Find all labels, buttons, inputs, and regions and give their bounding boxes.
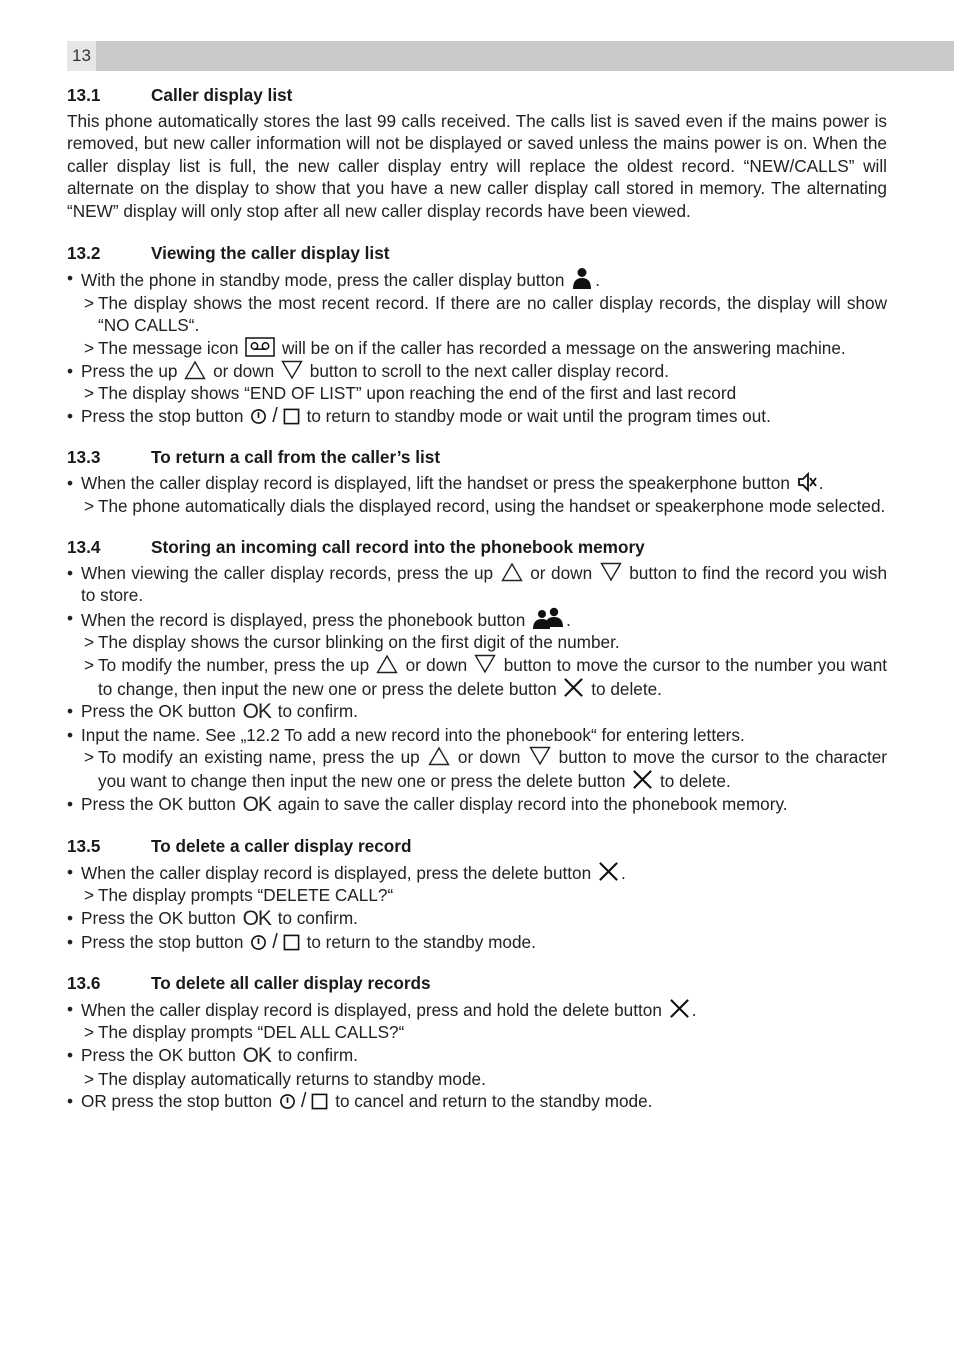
text: to confirm. — [277, 908, 358, 928]
section-number: 13.4 — [67, 537, 101, 558]
down-triangle-icon — [281, 360, 303, 380]
text: to return to standby mode or wait until the program times out. — [306, 405, 771, 426]
section-caller-display-list — [67, 84, 887, 223]
section-title: To delete a caller display record — [151, 836, 412, 857]
text: or down — [530, 562, 593, 583]
up-triangle-icon — [184, 360, 206, 380]
text: When the caller display record is displayed, press the delete button — [81, 862, 592, 883]
result-item: > The phone automatically dials the displayed record, using the handset or speakerphone mode selected. — [67, 495, 887, 518]
text: to return to the standby mode. — [306, 931, 536, 952]
result-item — [67, 654, 887, 700]
section-viewing-caller-display-list — [67, 242, 887, 428]
result-item — [67, 337, 887, 360]
text: or down — [405, 655, 468, 676]
result-item: > The display prompts “DEL ALL CALLS?“ — [67, 1021, 887, 1044]
text: button to scroll to the next caller display record. — [309, 360, 669, 381]
text: . — [595, 270, 601, 291]
voicemail-message-icon — [245, 337, 275, 357]
section-heading — [67, 972, 887, 995]
text: Press the stop button — [81, 405, 244, 426]
bullet-item — [67, 931, 887, 954]
text: Press the up — [81, 360, 178, 381]
result-item: > The display shows the most recent record. If there are no caller display records, the display will show “NO CALLS“. — [67, 292, 887, 337]
text: OR press the stop button — [81, 1091, 273, 1112]
text: When the record is displayed, press the phonebook button — [81, 609, 526, 630]
result-item: > The display prompts “DELETE CALL?“ — [67, 884, 887, 907]
bullet-item — [67, 1044, 887, 1068]
bullet-item — [67, 700, 887, 724]
section-title: Viewing the caller display list — [151, 242, 390, 263]
bullet-item: • Input the name. See „12.2 To add a new record into the phonebook“ for entering letters. — [67, 724, 887, 747]
stop-square-icon — [283, 934, 300, 951]
slash-separator: / — [272, 404, 278, 427]
header-bar — [67, 41, 954, 71]
text: button to move the cursor to the number you want to change, then input the new one or press the delete button — [98, 655, 888, 699]
text: Press the OK button — [81, 1044, 236, 1065]
ok-icon: OK — [242, 792, 271, 816]
text: button to move the cursor to the character you want to change then input the new one or press the delete button — [98, 747, 888, 792]
text: The message icon — [98, 337, 239, 358]
text: or down — [457, 747, 521, 768]
text: To modify an existing name, press the up — [98, 747, 420, 768]
text: to confirm. — [277, 701, 358, 722]
text: When the caller display record is displayed, lift the handset or press the speakerphone button — [81, 472, 790, 493]
stop-square-icon — [283, 408, 300, 425]
down-triangle-icon — [529, 746, 551, 766]
stop-square-icon — [311, 1093, 328, 1110]
bullet-item — [67, 1090, 887, 1113]
bullet-item — [67, 472, 887, 495]
bullet-item — [67, 861, 887, 885]
text: When viewing the caller display records, press the up — [81, 562, 494, 583]
section-title: Storing an incoming call record into the phonebook memory — [151, 537, 645, 558]
section-title: To delete all caller display records — [151, 973, 431, 994]
text: . — [818, 472, 824, 493]
text: Press the OK button — [81, 793, 236, 814]
text: again to save the caller display record into the phonebook memory. — [277, 793, 788, 814]
text: will be on if the caller has recorded a message on the answering machine. — [282, 337, 846, 358]
section-heading — [67, 242, 887, 265]
delete-x-icon — [563, 677, 584, 698]
up-triangle-icon — [501, 562, 523, 582]
section-number: 13.1 — [67, 85, 101, 105]
text: With the phone in standby mode, press the caller display button — [81, 270, 565, 291]
result-item: > The display automatically returns to standby mode. — [67, 1068, 887, 1091]
down-triangle-icon — [600, 562, 622, 582]
text: When the caller display record is displayed, press and hold the delete button — [81, 999, 662, 1020]
section-delete-record — [67, 835, 887, 953]
text: . — [691, 999, 697, 1020]
text: to delete. — [591, 678, 662, 699]
ok-icon: OK — [242, 700, 271, 724]
power-icon — [250, 934, 267, 951]
text: to delete. — [660, 771, 731, 792]
text: button to find the record you wish to store. — [81, 562, 888, 606]
section-number: 13.5 — [67, 836, 101, 857]
speaker-icon — [797, 472, 817, 492]
section-heading — [67, 446, 887, 469]
delete-x-icon — [632, 769, 653, 790]
text: or down — [213, 360, 275, 381]
text: Press the OK button — [81, 701, 236, 722]
text: . — [566, 609, 571, 630]
bullet-item — [67, 267, 887, 292]
down-triangle-icon — [474, 654, 496, 674]
slash-separator: / — [272, 930, 278, 953]
bullet-item — [67, 607, 887, 632]
bullet-item — [67, 562, 887, 607]
result-item: > The display shows the cursor blinking on the first digit of the number. — [67, 631, 887, 654]
caller-display-person-icon — [571, 267, 593, 289]
phonebook-persons-icon — [532, 607, 564, 629]
bullet-item — [67, 405, 887, 428]
section-number: 13.2 — [67, 242, 101, 263]
ok-icon: OK — [242, 907, 271, 930]
up-triangle-icon — [428, 746, 450, 766]
section-heading — [67, 835, 887, 858]
section-number: 13.6 — [67, 973, 101, 994]
page-content — [67, 84, 887, 1132]
page-number: 13 — [67, 41, 96, 71]
bullet-item — [67, 793, 887, 817]
paragraph: This phone automatically stores the last 99 calls received. The calls list is saved even if the mains power is removed, but new caller information will not be displayed or saved unless the mains power is on. When the caller display list is full, the new caller display entry will replace the oldest record. “NEW/CALLS” will alternate on the display to show that you have a new caller display call stored in memory. The alternating “NEW” display will only stop after all new caller display records have been viewed. — [67, 110, 887, 221]
bullet-item — [67, 360, 887, 383]
text: To modify the number, press the up — [98, 655, 370, 676]
slash-separator: / — [300, 1090, 307, 1113]
text: to confirm. — [277, 1044, 358, 1065]
up-triangle-icon — [376, 654, 398, 674]
section-store-to-phonebook — [67, 536, 887, 816]
result-item: > The display shows “END OF LIST” upon reaching the end of the first and last record — [67, 382, 887, 405]
power-icon — [250, 408, 267, 425]
text: Press the stop button — [81, 931, 244, 952]
text: to cancel and return to the standby mode. — [335, 1091, 653, 1112]
bullet-item — [67, 998, 887, 1022]
section-title: Caller display list — [151, 85, 293, 105]
section-title: To return a call from the caller’s list — [151, 447, 441, 468]
text: . — [620, 862, 626, 883]
section-delete-all-records — [67, 972, 887, 1113]
ok-icon: OK — [242, 1043, 271, 1067]
section-number: 13.3 — [67, 447, 101, 468]
section-heading — [67, 536, 887, 559]
power-icon — [279, 1093, 296, 1110]
text: Press the OK button — [81, 908, 236, 928]
section-heading — [67, 84, 887, 107]
delete-x-icon — [669, 998, 690, 1019]
result-item — [67, 746, 887, 792]
bullet-item — [67, 907, 887, 931]
section-return-call — [67, 446, 887, 517]
delete-x-icon — [598, 861, 619, 882]
